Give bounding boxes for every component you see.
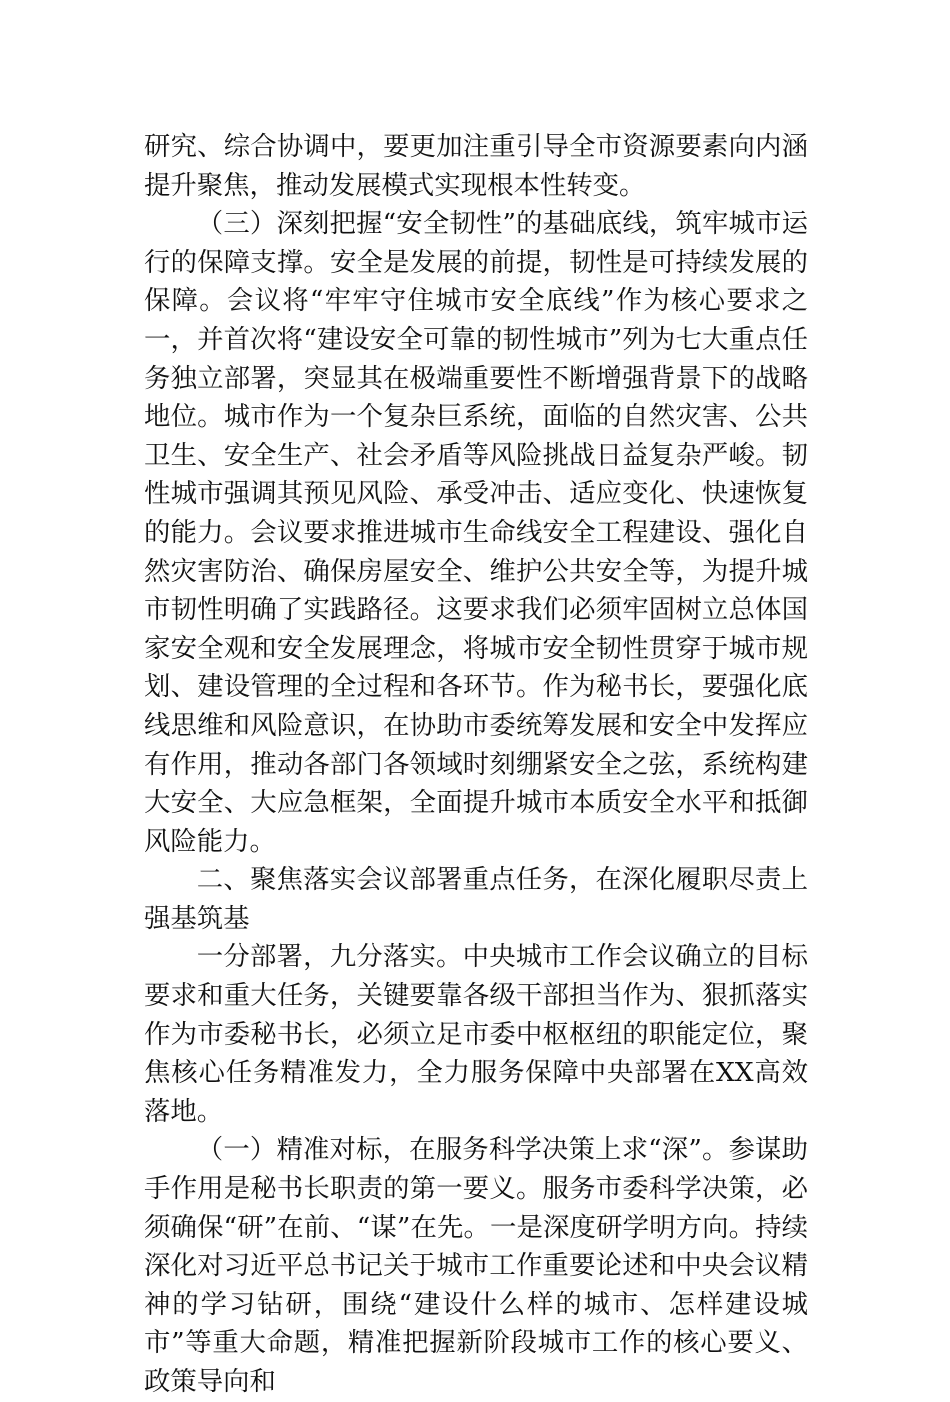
paragraph-safety-resilience: （三）深刻把握“安全韧性”的基础底线，筑牢城市运行的保障支撑。安全是发展的前提，韧性是可持续发展的保障。会议将“牢牢守住城市安全底线”作为核心要求之一，并首次将“建设安全可靠的韧性城市”列为七大重点任务独立部署，突显其在极端重要性不断增强背景下的战略地位。城市作为一个复杂巨系统，面临的自然灾害、公共卫生、安全生产、社会矛盾等风险挑战日益复杂严峻。韧性城市强调其预见风险、承受冲击、适应变化、快速恢复的能力。会议要求推进城市生命线安全工程建设、强化自然灾害防治、确保房屋安全、维护公共安全等，为提升城市韧性明确了实践路径。这要求我们必须牢固树立总体国家安全观和安全发展理念，将城市安全韧性贯穿于城市规划、建设管理的全过程和各环节。作为秘书长，要强化底线思维和风险意识，在协助市委统筹发展和安全中发挥应有作用，推动各部门各领域时刻绷紧安全之弦，系统构建大安全、大应急框架，全面提升城市本质安全水平和抵御风险能力。 bbox=[144, 208, 808, 857]
paragraph-continuation: 研究、综合协调中，要更加注重引导全市资源要素向内涵提升聚焦，推动发展模式实现根本性转变。 bbox=[144, 131, 808, 201]
paragraph-implementation: 一分部署，九分落实。中央城市工作会议确立的目标要求和重大任务，关键要靠各级干部担当作为、狠抓落实作为市委秘书长，必须立足市委中枢枢纽的职能定位，聚焦核心任务精准发力，全力服务保障中央部署在XX高效落地。 bbox=[144, 941, 808, 1127]
section-heading-two: 二、聚焦落实会议部署重点任务，在深化履职尽责上强基筑基 bbox=[144, 864, 808, 934]
paragraph-decision-service: （一）精准对标，在服务科学决策上求“深”。参谋助手作用是秘书长职责的第一要义。服务市委科学决策，必须确保“研”在前、“谋”在先。一是深度研学明方向。持续深化对习近平总书记关于城市工作重要论述和中央会议精神的学习钻研，围绕“建设什么样的城市、怎样建设城市”等重大命题，精准把握新阶段城市工作的核心要义、政策导向和 bbox=[144, 1134, 808, 1397]
document-body bbox=[144, 128, 808, 1402]
